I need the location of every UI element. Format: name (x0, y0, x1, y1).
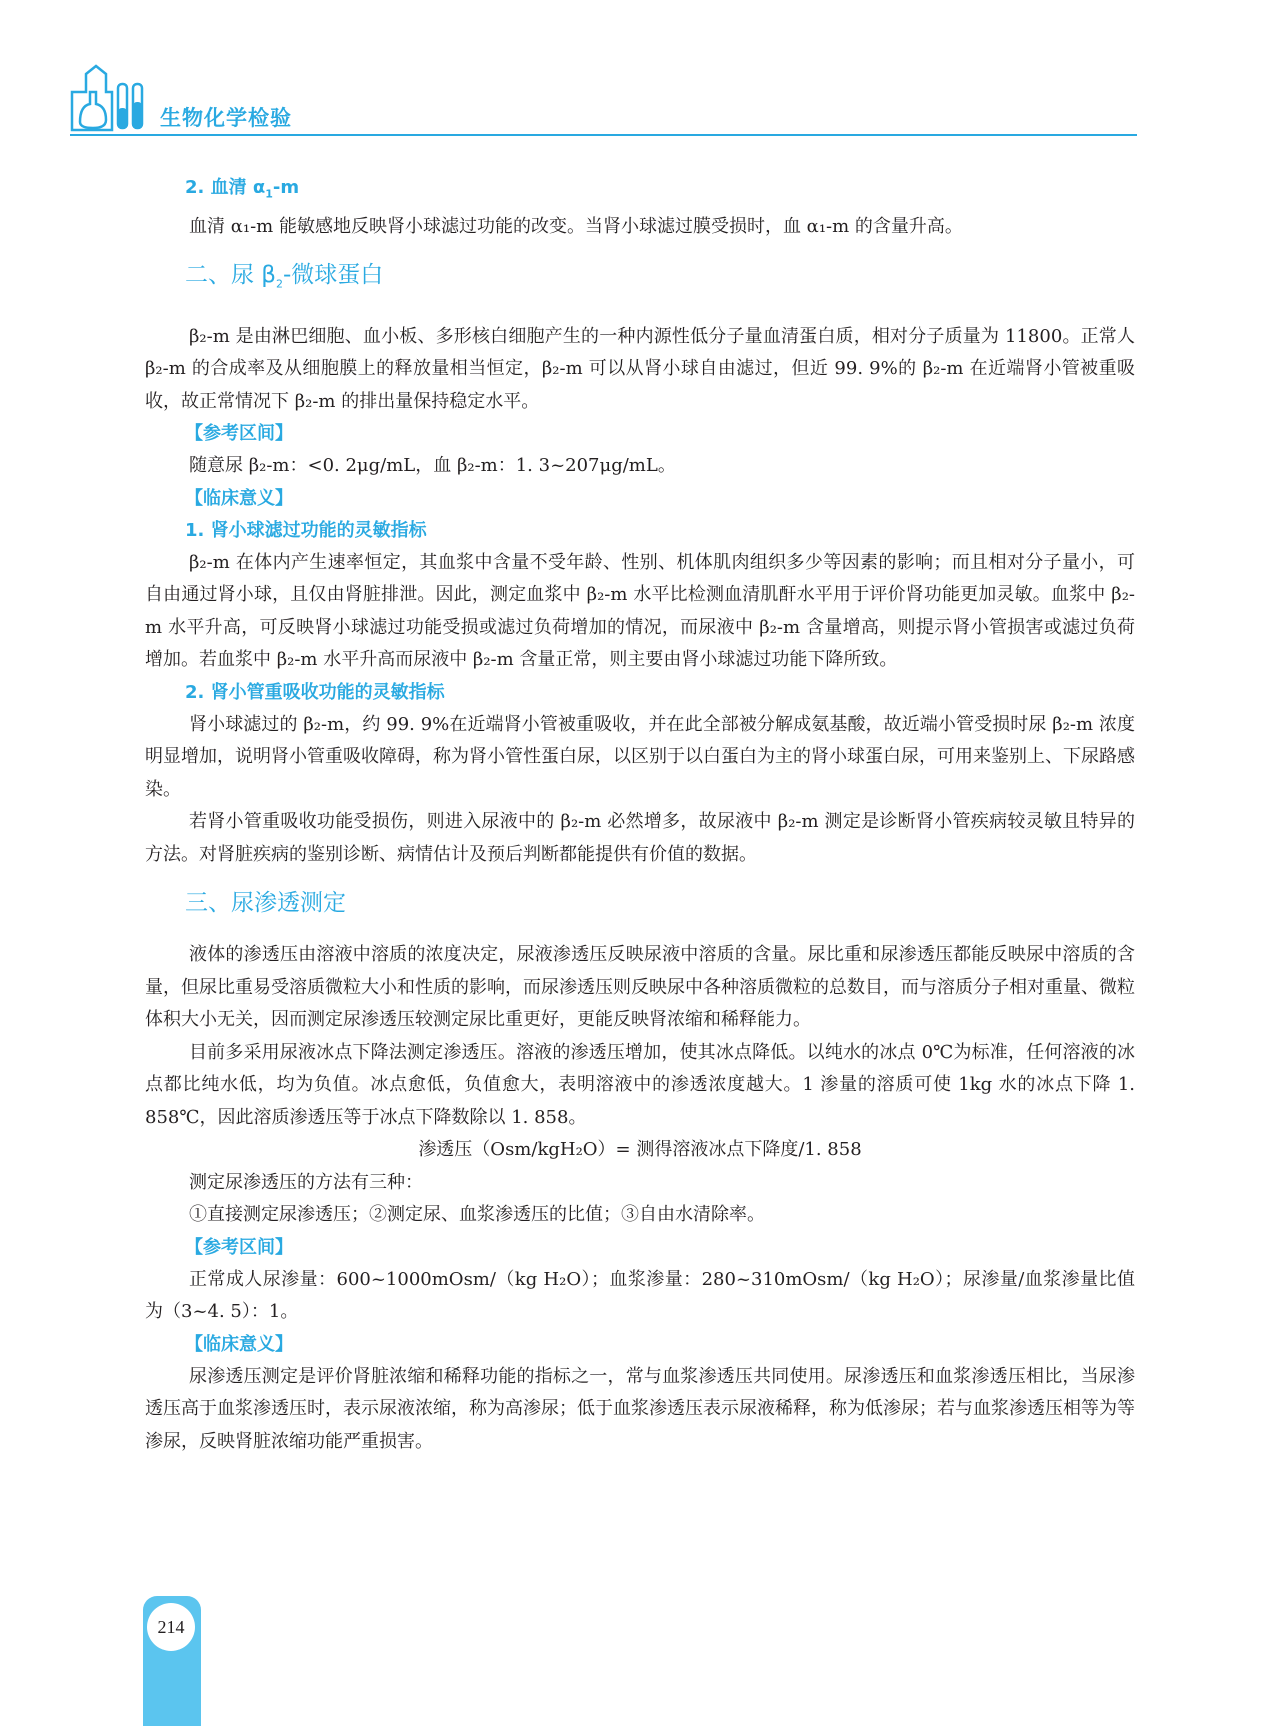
reference-range-text: 随意尿 β₂-m：<0. 2μg/mL，血 β₂-m：1. 3~207μg/mL。 (189, 455, 676, 477)
paragraph: 肾小球滤过的 β₂-m，约 99. 9%在近端肾小管被重吸收，并在此全部被分解成氨基酸，故近端小管受损时尿 β₂-m 浓度明显增加，说明肾小管重吸收障碍，称为肾小管性蛋白尿，以区别于以白蛋白为主的肾小球蛋白尿，可用来鉴别上、下尿路感染。 (145, 713, 1135, 800)
paragraph: 目前多采用尿液冰点下降法测定渗透压。溶液的渗透压增加，使其冰点降低。以纯水的冰点 0℃为标准，任何溶液的冰点都比纯水低，均为负值。冰点愈低，负值愈大，表明溶液中的渗透浓度越大。1 渗量的溶质可使 1kg 水的冰点下降 1. 858℃，因此溶质渗透压等于冰点下降数除以 1. 858。 (145, 1041, 1135, 1128)
book-title: 生物化学检验 (160, 106, 292, 130)
subheading-serum-alpha1m: 2. 血清 $\alpha_1-m$ (185, 177, 300, 201)
flask-logo-icon (70, 62, 148, 132)
clinical-significance-tag: 【临床意义】 (185, 1333, 293, 1355)
section-heading-beta2m: 二、尿 $\beta_2-$微球蛋白 (185, 262, 384, 291)
reference-range-text: 正常成人尿渗量：600~1000mOsm/（kg H₂O）；血浆渗量：280~310mOsm/（kg H₂O）；尿渗量/血浆渗量比值为（3~4. 5）：1。 (145, 1268, 1135, 1323)
subheading-tubular: 2. 肾小管重吸收功能的灵敏指标 (185, 681, 445, 703)
paragraph: β₂-m 是由淋巴细胞、血小板、多形核白细胞产生的一种内源性低分子量血清蛋白质，相对分子质量为 11800。正常人 β₂-m 的合成率及从细胞膜上的释放量相当恒定，β₂-m 可以从肾小球自由滤过，但近 99. 9%的 β₂-m 在近端肾小管被重吸收，故正常情况下 β₂-m 的排出量保持稳定水平。 (145, 325, 1135, 412)
paragraph: 血清 α₁-m 能敏感地反映肾小球滤过功能的改变。当肾小球滤过膜受损时，血 α₁-m 的含量升高。 (189, 215, 963, 237)
clinical-significance-tag: 【临床意义】 (185, 487, 293, 509)
page-number: 214 (147, 1603, 195, 1651)
subheading-glomerular: 1. 肾小球滤过功能的灵敏指标 (185, 519, 427, 541)
reference-range-tag: 【参考区间】 (185, 1236, 293, 1258)
header-divider (70, 134, 1137, 136)
section-heading-osmolality: 三、尿渗透测定 (185, 890, 346, 917)
paragraph: 尿渗透压测定是评价肾脏浓缩和稀释功能的指标之一，常与血浆渗透压共同使用。尿渗透压和血浆渗透压相比，当尿渗透压高于血浆渗透压时，表示尿液浓缩，称为高渗尿；低于血浆渗透压表示尿液稀释，称为低渗尿；若与血浆渗透压相等为等渗尿，反映肾脏浓缩功能严重损害。 (145, 1365, 1135, 1452)
paragraph: 若肾小管重吸收功能受损伤，则进入尿液中的 β₂-m 必然增多，故尿液中 β₂-m 测定是诊断肾小管疾病较灵敏且特异的方法。对肾脏疾病的鉴别诊断、病情估计及预后判断都能提供有价值的数据。 (145, 811, 1135, 865)
paragraph: ①直接测定尿渗透压；②测定尿、血浆渗透压的比值；③自由水清除率。 (189, 1204, 765, 1226)
paragraph: 液体的渗透压由溶液中溶质的浓度决定，尿液渗透压反映尿液中溶质的含量。尿比重和尿渗透压都能反映尿中溶质的含量，但尿比重易受溶质微粒大小和性质的影响，而尿渗透压则反映尿中各种溶质微粒的总数目，而与溶质分子相对重量、微粒体积大小无关，因而测定尿渗透压较测定尿比重更好，更能反映肾浓缩和稀释能力。 (145, 944, 1135, 1031)
formula: 渗透压（Osm/kgH₂O）= 测得溶液冰点下降度/1. 858 (418, 1139, 862, 1161)
page-content (145, 172, 1135, 1458)
paragraph: β₂-m 在体内产生速率恒定，其血浆中含量不受年龄、性别、机体肌肉组织多少等因素的影响；而且相对分子量小，可自由通过肾小球，且仅由肾脏排泄。因此，测定血浆中 β₂-m 水平比检测血清肌酐水平用于评价肾功能更加灵敏。血浆中 β₂-m 水平升高，可反映肾小球滤过功能受损或滤过负荷增加的情况，而尿液中 β₂-m 含量增高，则提示肾小管损害或滤过负荷增加。若血浆中 β₂-m 水平升高而尿液中 β₂-m 含量正常，则主要由肾小球滤过功能下降所致。 (145, 551, 1135, 671)
reference-range-tag: 【参考区间】 (185, 423, 293, 445)
paragraph: 测定尿渗透压的方法有三种： (189, 1171, 423, 1193)
